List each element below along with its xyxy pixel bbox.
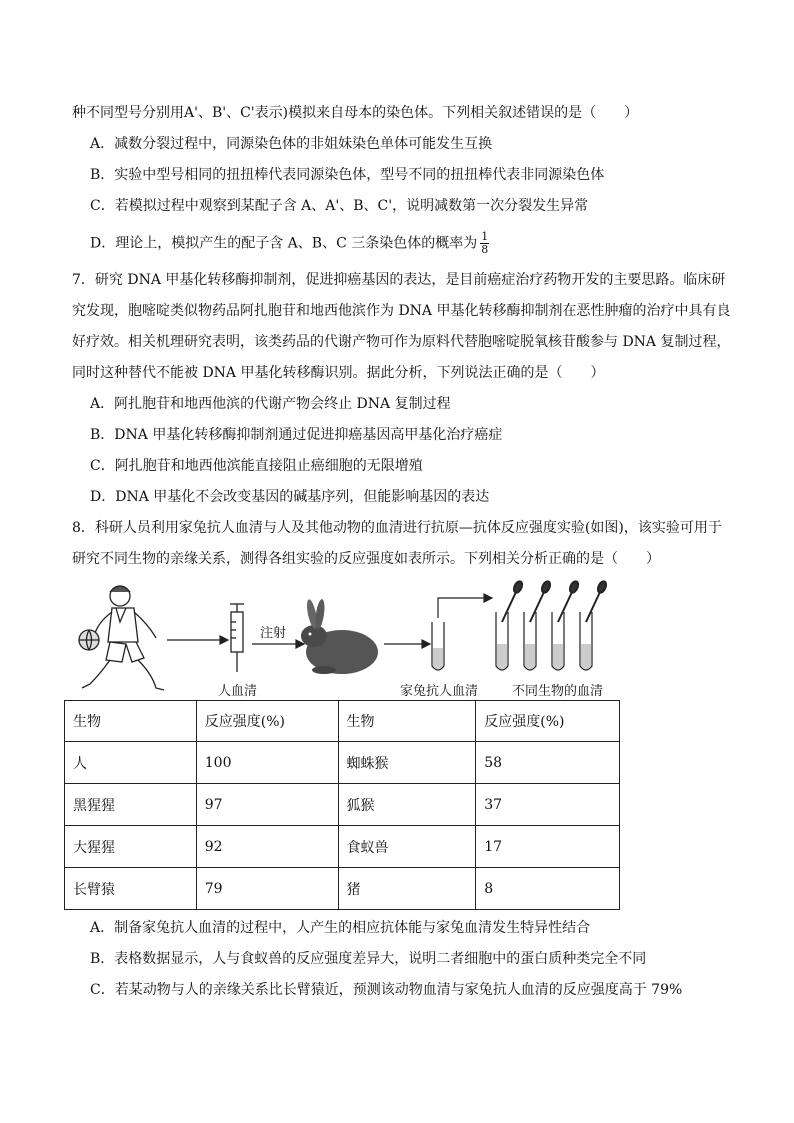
table-header-cell: 生物: [65, 701, 197, 742]
q7-stem-line-3: 好疗效。相关机理研究表明，该类药品的代谢产物可作为原料代替胞嘧啶脱氧核苷酸参与 DNA 复制过程，: [72, 334, 731, 350]
arrow-icon: [384, 640, 430, 648]
reaction-table: [64, 700, 620, 910]
arrow-icon: [252, 640, 304, 648]
table-cell: 人: [65, 742, 197, 784]
fraction-denominator: 8: [481, 243, 489, 256]
basketball-player-icon: [79, 586, 164, 690]
q6-option-c: C．若模拟过程中观察到某配子含 A、A'、B、C'，说明减数第一次分裂发生异常: [90, 198, 589, 214]
tube-label: 家兔抗人血清: [400, 684, 479, 699]
q8-option-a: A．制备家兔抗人血清的过程中，人产生的相应抗体能与家兔血清发生特异性结合: [90, 920, 591, 936]
inject-label: 注射: [260, 626, 287, 641]
rabbit-icon: [301, 598, 378, 674]
fraction: [480, 231, 489, 256]
tubes-label: 不同生物的血清: [512, 684, 604, 699]
q7-stem-line-2: 究发现，胞嘧啶类似物药品阿扎胞苷和地西他滨作为 DNA 甲基化转移酶抑制剂在恶性肿瘤的治疗中具有良: [72, 303, 731, 319]
table-cell: 蜘蛛猴: [338, 742, 476, 784]
test-tubes-icon: [496, 612, 592, 670]
table-cell: 长臂猿: [65, 868, 197, 910]
q8-stem-line-2: 研究不同生物的亲缘关系，测得各组实验的反应强度如表所示。下列相关分析正确的是（ ）: [72, 551, 660, 567]
syringe-icon: [230, 604, 244, 672]
syringe-label: 人血清: [218, 684, 258, 699]
arrow-icon: [438, 594, 492, 618]
table-cell: 58: [476, 742, 620, 784]
q6-option-d: [90, 231, 489, 256]
test-tube-icon: [432, 622, 444, 670]
table-cell: 92: [196, 826, 338, 868]
table-cell: 8: [476, 868, 620, 910]
table-header-cell: 生物: [338, 701, 476, 742]
table-header-cell: 反应强度(%): [476, 701, 620, 742]
table-cell: 食蚁兽: [338, 826, 476, 868]
q8-option-b: B．表格数据显示，人与食蚁兽的反应强度差异大，说明二者细胞中的蛋白质种类完全不同: [90, 951, 647, 967]
q7-option-c: C．阿扎胞苷和地西他滨能直接阻止癌细胞的无限增殖: [90, 458, 423, 474]
table-cell: 大猩猩: [65, 826, 197, 868]
q7-stem-line-4: 同时这种替代不能被 DNA 甲基化转移酶识别。据此分析，下列说法正确的是（ ）: [72, 365, 605, 381]
table-cell: 37: [476, 784, 620, 826]
q6-option-d-text: D．理论上，模拟产生的配子含 A、B、C 三条染色体的概率为: [90, 235, 478, 252]
q7-option-b: B．DNA 甲基化转移酶抑制剂通过促进抑癌基因高甲基化治疗癌症: [90, 427, 503, 443]
table-cell: 黑猩猩: [65, 784, 197, 826]
table-row: [65, 784, 620, 826]
q8-stem-line-1: 8．科研人员利用家兔抗人血清与人及其他动物的血清进行抗原—抗体反应强度实验(如图)，该实验可用于: [72, 520, 722, 536]
table-cell: 猪: [338, 868, 476, 910]
table-row: [65, 868, 620, 910]
table-cell: 17: [476, 826, 620, 868]
table-header-row: [65, 701, 620, 742]
arrow-icon: [167, 636, 228, 644]
table-cell: 100: [196, 742, 338, 784]
table-row: [65, 742, 620, 784]
table-cell: 79: [196, 868, 338, 910]
q8-option-c: C．若某动物与人的亲缘关系比长臂猿近，预测该动物血清与家兔抗人血清的反应强度高于 79%: [90, 982, 683, 998]
q6-option-b: B．实验中型号相同的扭扭棒代表同源染色体，型号不同的扭扭棒代表非同源染色体: [90, 167, 605, 183]
q6-stem: 种不同型号分别用A'、B'、C'表示)模拟来自母本的染色体。下列相关叙述错误的是（ ）: [72, 105, 639, 121]
q7-option-d: D．DNA 甲基化不会改变基因的碱基序列，但能影响基因的表达: [90, 489, 490, 505]
q6-option-a: A．减数分裂过程中，同源染色体的非姐妹染色单体可能发生互换: [90, 136, 493, 152]
experiment-figure: [72, 578, 632, 700]
q7-option-a: A．阿扎胞苷和地西他滨的代谢产物会终止 DNA 复制过程: [90, 396, 451, 412]
table-row: [65, 826, 620, 868]
table-cell: 狐猴: [338, 784, 476, 826]
q7-stem-line-1: 7．研究 DNA 甲基化转移酶抑制剂，促进抑癌基因的表达，是目前癌症治疗药物开发的主要思路。临床研: [72, 272, 726, 288]
table-header-cell: 反应强度(%): [196, 701, 338, 742]
fraction-numerator: 1: [481, 230, 489, 243]
table-cell: 97: [196, 784, 338, 826]
